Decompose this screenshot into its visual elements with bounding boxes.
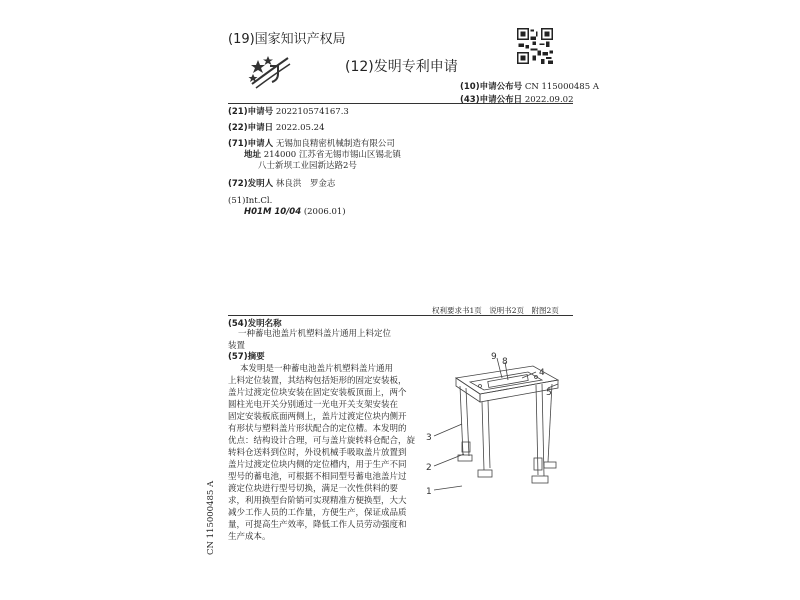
abstract-line: 本发明是一种蓄电池盖片机塑料盖片通用 xyxy=(240,364,394,374)
application-number-row xyxy=(228,107,349,117)
page-counts: 权利要求书1页 说明书2页 附图2页 xyxy=(432,306,559,315)
device-drawing xyxy=(418,350,573,520)
leg xyxy=(482,402,484,470)
application-number-value: 202210574167.3 xyxy=(275,107,349,117)
address-row xyxy=(244,150,401,160)
document-type: (12)发明专利申请 xyxy=(345,59,458,75)
title-label: (54)发明名称 xyxy=(228,319,282,329)
figure-label: 1 xyxy=(426,487,432,497)
figure-label: 3 xyxy=(426,433,432,443)
abstract-line: 减少工作人员的工作量，方便生产，保证成品质 xyxy=(228,508,407,518)
qr-code xyxy=(517,28,553,64)
abstract-label: (57)摘要 xyxy=(228,352,265,362)
inventor-row xyxy=(228,179,335,189)
address-line-1: 214000 江苏省无锡市锡山区锡北镇 xyxy=(263,150,401,160)
foot xyxy=(532,476,548,483)
publication-date-label: (43)申请公布日 xyxy=(460,95,523,105)
leg xyxy=(488,400,490,468)
plate-side-face xyxy=(456,378,480,402)
divider-middle xyxy=(228,315,573,316)
abstract-line: 渡定位块进行型号切换，满足一次性供料的要 xyxy=(228,484,399,494)
figure-label: 4 xyxy=(539,368,545,378)
leader-line xyxy=(434,454,464,466)
foot xyxy=(478,470,492,477)
leader-line xyxy=(434,486,462,490)
publication-number-label: (10)申请公布号 xyxy=(460,82,523,92)
abstract-line: 型号的蓄电池，可根据不相同型号蓄电池盖片过 xyxy=(228,472,407,482)
office-name: (19)国家知识产权局 xyxy=(228,32,346,47)
abstract-line: 生产成本。 xyxy=(228,532,271,542)
divider-top xyxy=(228,103,573,104)
abstract-line: 上料定位装置，其结构包括矩形的固定安装板， xyxy=(228,376,407,386)
inventor-value: 林良洪 罗金志 xyxy=(275,179,336,189)
int-cl-year: (2006.01) xyxy=(303,207,346,217)
int-cl-code: H01M 10/04 xyxy=(244,207,302,217)
foot xyxy=(544,462,556,468)
filing-date-row xyxy=(228,123,324,133)
applicant-row xyxy=(228,139,395,149)
filing-date-label: (22)申请日 xyxy=(228,123,274,133)
publication-number-row xyxy=(460,80,599,92)
abstract-line: 转料仓送料到位时，外设机械手吸取盖片放置到 xyxy=(228,448,407,458)
applicant-value: 无锡加良精密机械制造有限公司 xyxy=(275,139,395,149)
abstract-line: 圆柱光电开关分别通过一光电开关支架安装在 xyxy=(228,400,399,410)
abstract-line: 优点：结构设计合理，可与盖片旋转料仓配合，旋 xyxy=(228,436,416,446)
figure-label: 2 xyxy=(426,463,432,473)
abstract-line: 求，利用换型台阶销可实现精准方便换型，大大 xyxy=(228,496,407,506)
invention-title-line-2: 装置 xyxy=(228,341,246,351)
int-cl-row xyxy=(244,207,346,217)
leader-line xyxy=(434,424,462,436)
side-publication-code: CN 115000485 A xyxy=(206,480,216,555)
publication-number-value: CN 115000485 A xyxy=(524,82,599,92)
leg xyxy=(536,385,538,475)
inventor-label: (72)发明人 xyxy=(228,179,274,189)
cnipa-logo xyxy=(248,52,292,90)
address-line-2: 八士新坝工业园新达路2号 xyxy=(258,161,357,171)
pin-hole xyxy=(479,385,482,388)
figure-label: 9 xyxy=(491,352,497,362)
figure-label: 8 xyxy=(502,357,508,367)
application-number-label: (21)申请号 xyxy=(228,107,274,117)
abstract-line: 量，可提高生产效率，降低工作人员劳动强度和 xyxy=(228,520,407,530)
address-label: 地址 xyxy=(244,150,262,160)
leg xyxy=(466,388,469,456)
leg xyxy=(460,386,463,455)
applicant-label: (71)申请人 xyxy=(228,139,274,149)
abstract-line: 盖片过渡定位块内侧的定位槽内，用于生产不同 xyxy=(228,460,407,470)
abstract-line: 固定安装板底面两侧上，盖片过渡定位块内侧开 xyxy=(228,412,407,422)
int-cl-label: (51)Int.Cl. xyxy=(228,196,273,206)
invention-title-line-1: 一种蓄电池盖片机塑料盖片通用上料定位 xyxy=(238,329,392,339)
filing-date-value: 2022.05.24 xyxy=(275,123,325,133)
publication-date-value: 2022.09.02 xyxy=(524,95,574,105)
abstract-line: 盖片过渡定位块安装在固定安装板顶面上，两个 xyxy=(228,388,407,398)
figure-label: 5 xyxy=(546,388,552,398)
abstract-line: 有形状与塑料盖片形状配合的定位槽。本发明的 xyxy=(228,424,407,434)
